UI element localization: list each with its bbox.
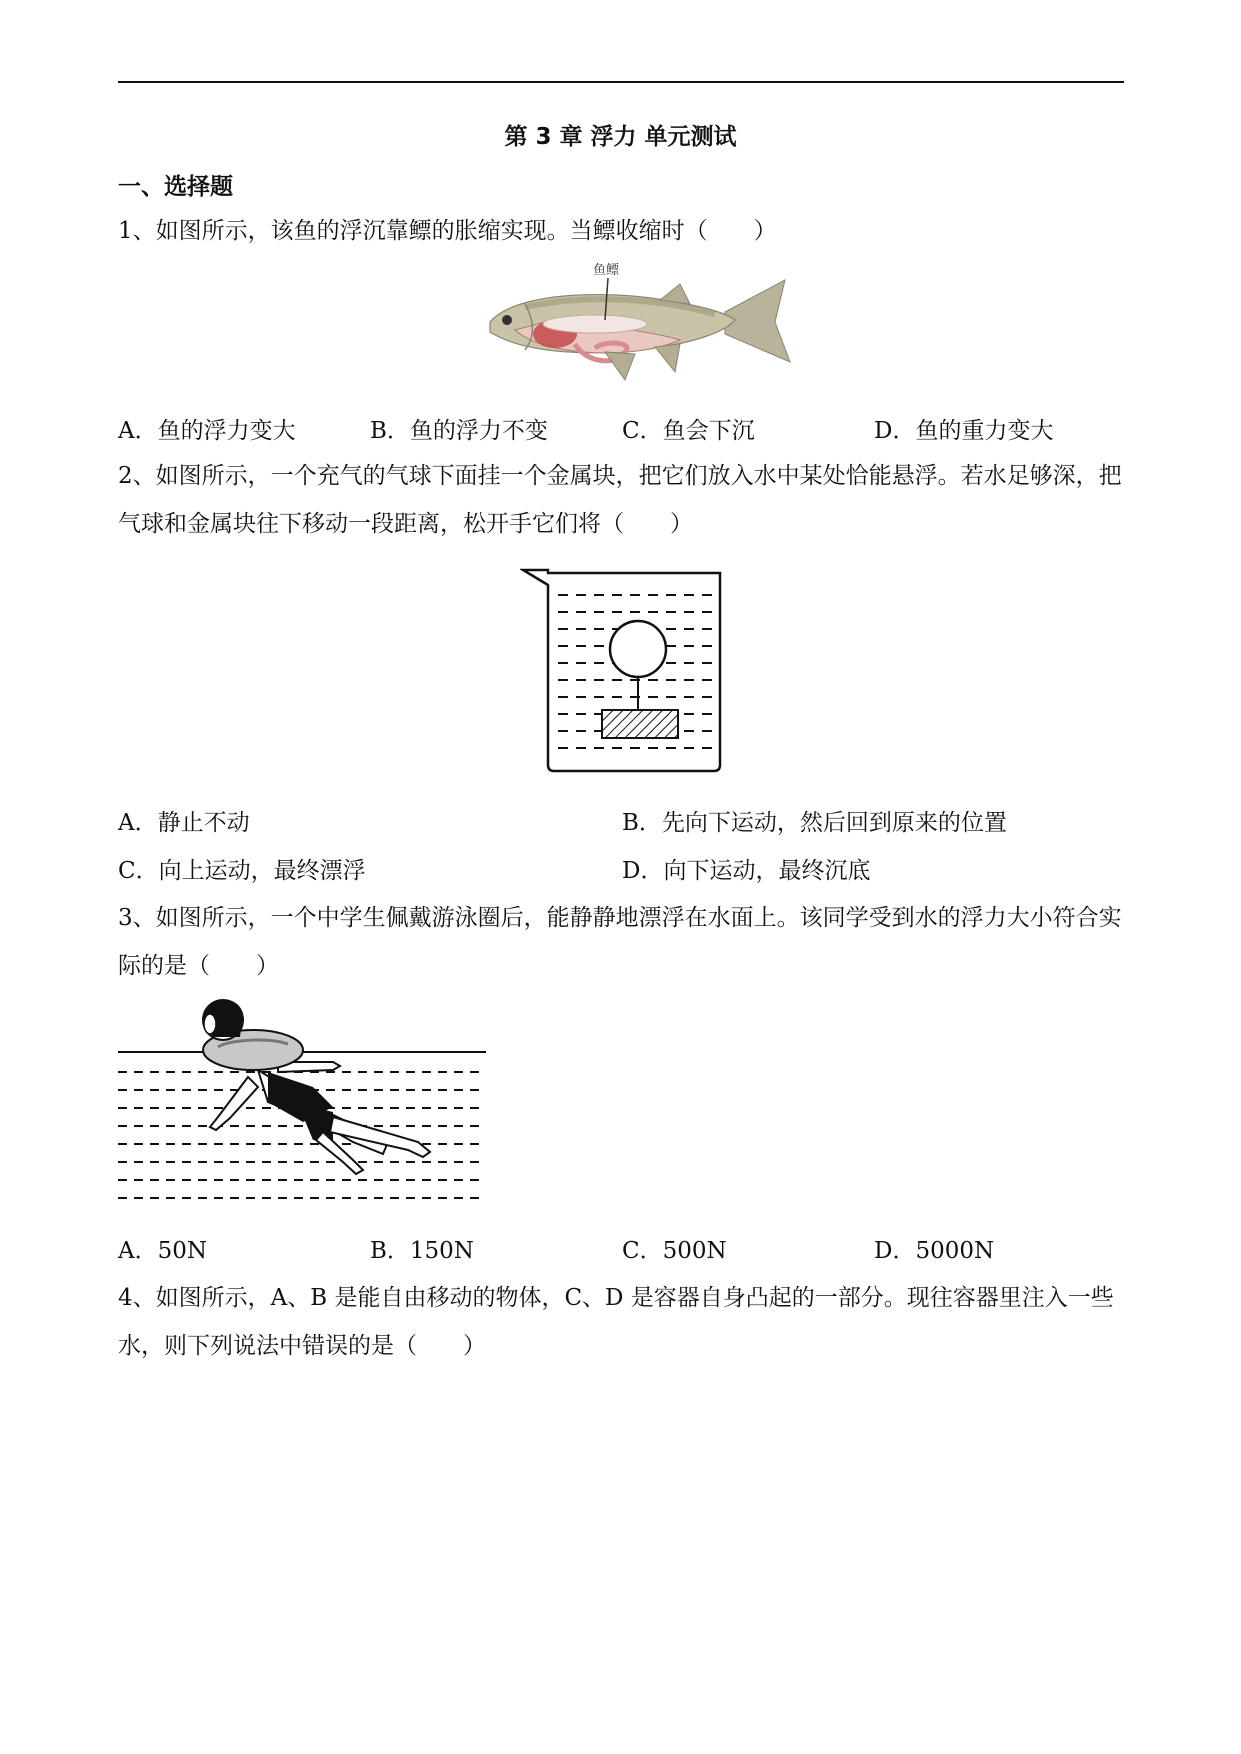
q1-option-c[interactable]: C．鱼会下沉 xyxy=(622,418,755,444)
student-swim-ring-figure xyxy=(118,992,488,1207)
q1-option-a[interactable]: A．鱼的浮力变大 xyxy=(118,418,296,444)
question-2-stem: 2、如图所示，一个充气的气球下面挂一个金属块，把它们放入水中某处恰能悬浮。若水足够深，把气球和金属块往下移动一段距离，松开手它们将（ ） xyxy=(118,463,1122,537)
q3-option-b[interactable]: B．150N xyxy=(370,1238,474,1264)
q3-option-d[interactable]: D．5000N xyxy=(874,1238,995,1264)
q1-option-d[interactable]: D．鱼的重力变大 xyxy=(874,418,1054,444)
header-rule xyxy=(118,81,1124,83)
question-3-stem: 3、如图所示，一个中学生佩戴游泳圈后，能静静地漂浮在水面上。该同学受到水的浮力大小符合实际的是（ ） xyxy=(118,905,1122,979)
q2-option-d[interactable]: D．向下运动，最终沉底 xyxy=(622,858,871,884)
q3-option-a[interactable]: A．50N xyxy=(118,1238,208,1264)
question-4-stem: 4、如图所示，A、B 是能自由移动的物体，C、D 是容器自身凸起的一部分。现往容器里注入一些水，则下列说法中错误的是（ ） xyxy=(118,1285,1114,1359)
q2-option-b[interactable]: B．先向下运动，然后回到原来的位置 xyxy=(622,810,1007,836)
q3-option-c[interactable]: C．500N xyxy=(622,1238,727,1264)
section-heading: 一、选择题 xyxy=(118,174,233,200)
swim-bladder-label: 鱼鳔 xyxy=(593,263,620,278)
q2-option-a[interactable]: A．静止不动 xyxy=(118,810,250,836)
question-1-stem: 1、如图所示，该鱼的浮沉靠鳔的胀缩实现。当鳔收缩时（ ） xyxy=(118,218,777,244)
q1-option-b[interactable]: B．鱼的浮力不变 xyxy=(370,418,548,444)
page-title: 第 3 章 浮力 单元测试 xyxy=(504,124,737,150)
balloon-metal-beaker-figure xyxy=(520,565,742,775)
q2-option-c[interactable]: C．向上运动，最终漂浮 xyxy=(118,858,366,884)
fish-swim-bladder-figure xyxy=(485,262,795,387)
